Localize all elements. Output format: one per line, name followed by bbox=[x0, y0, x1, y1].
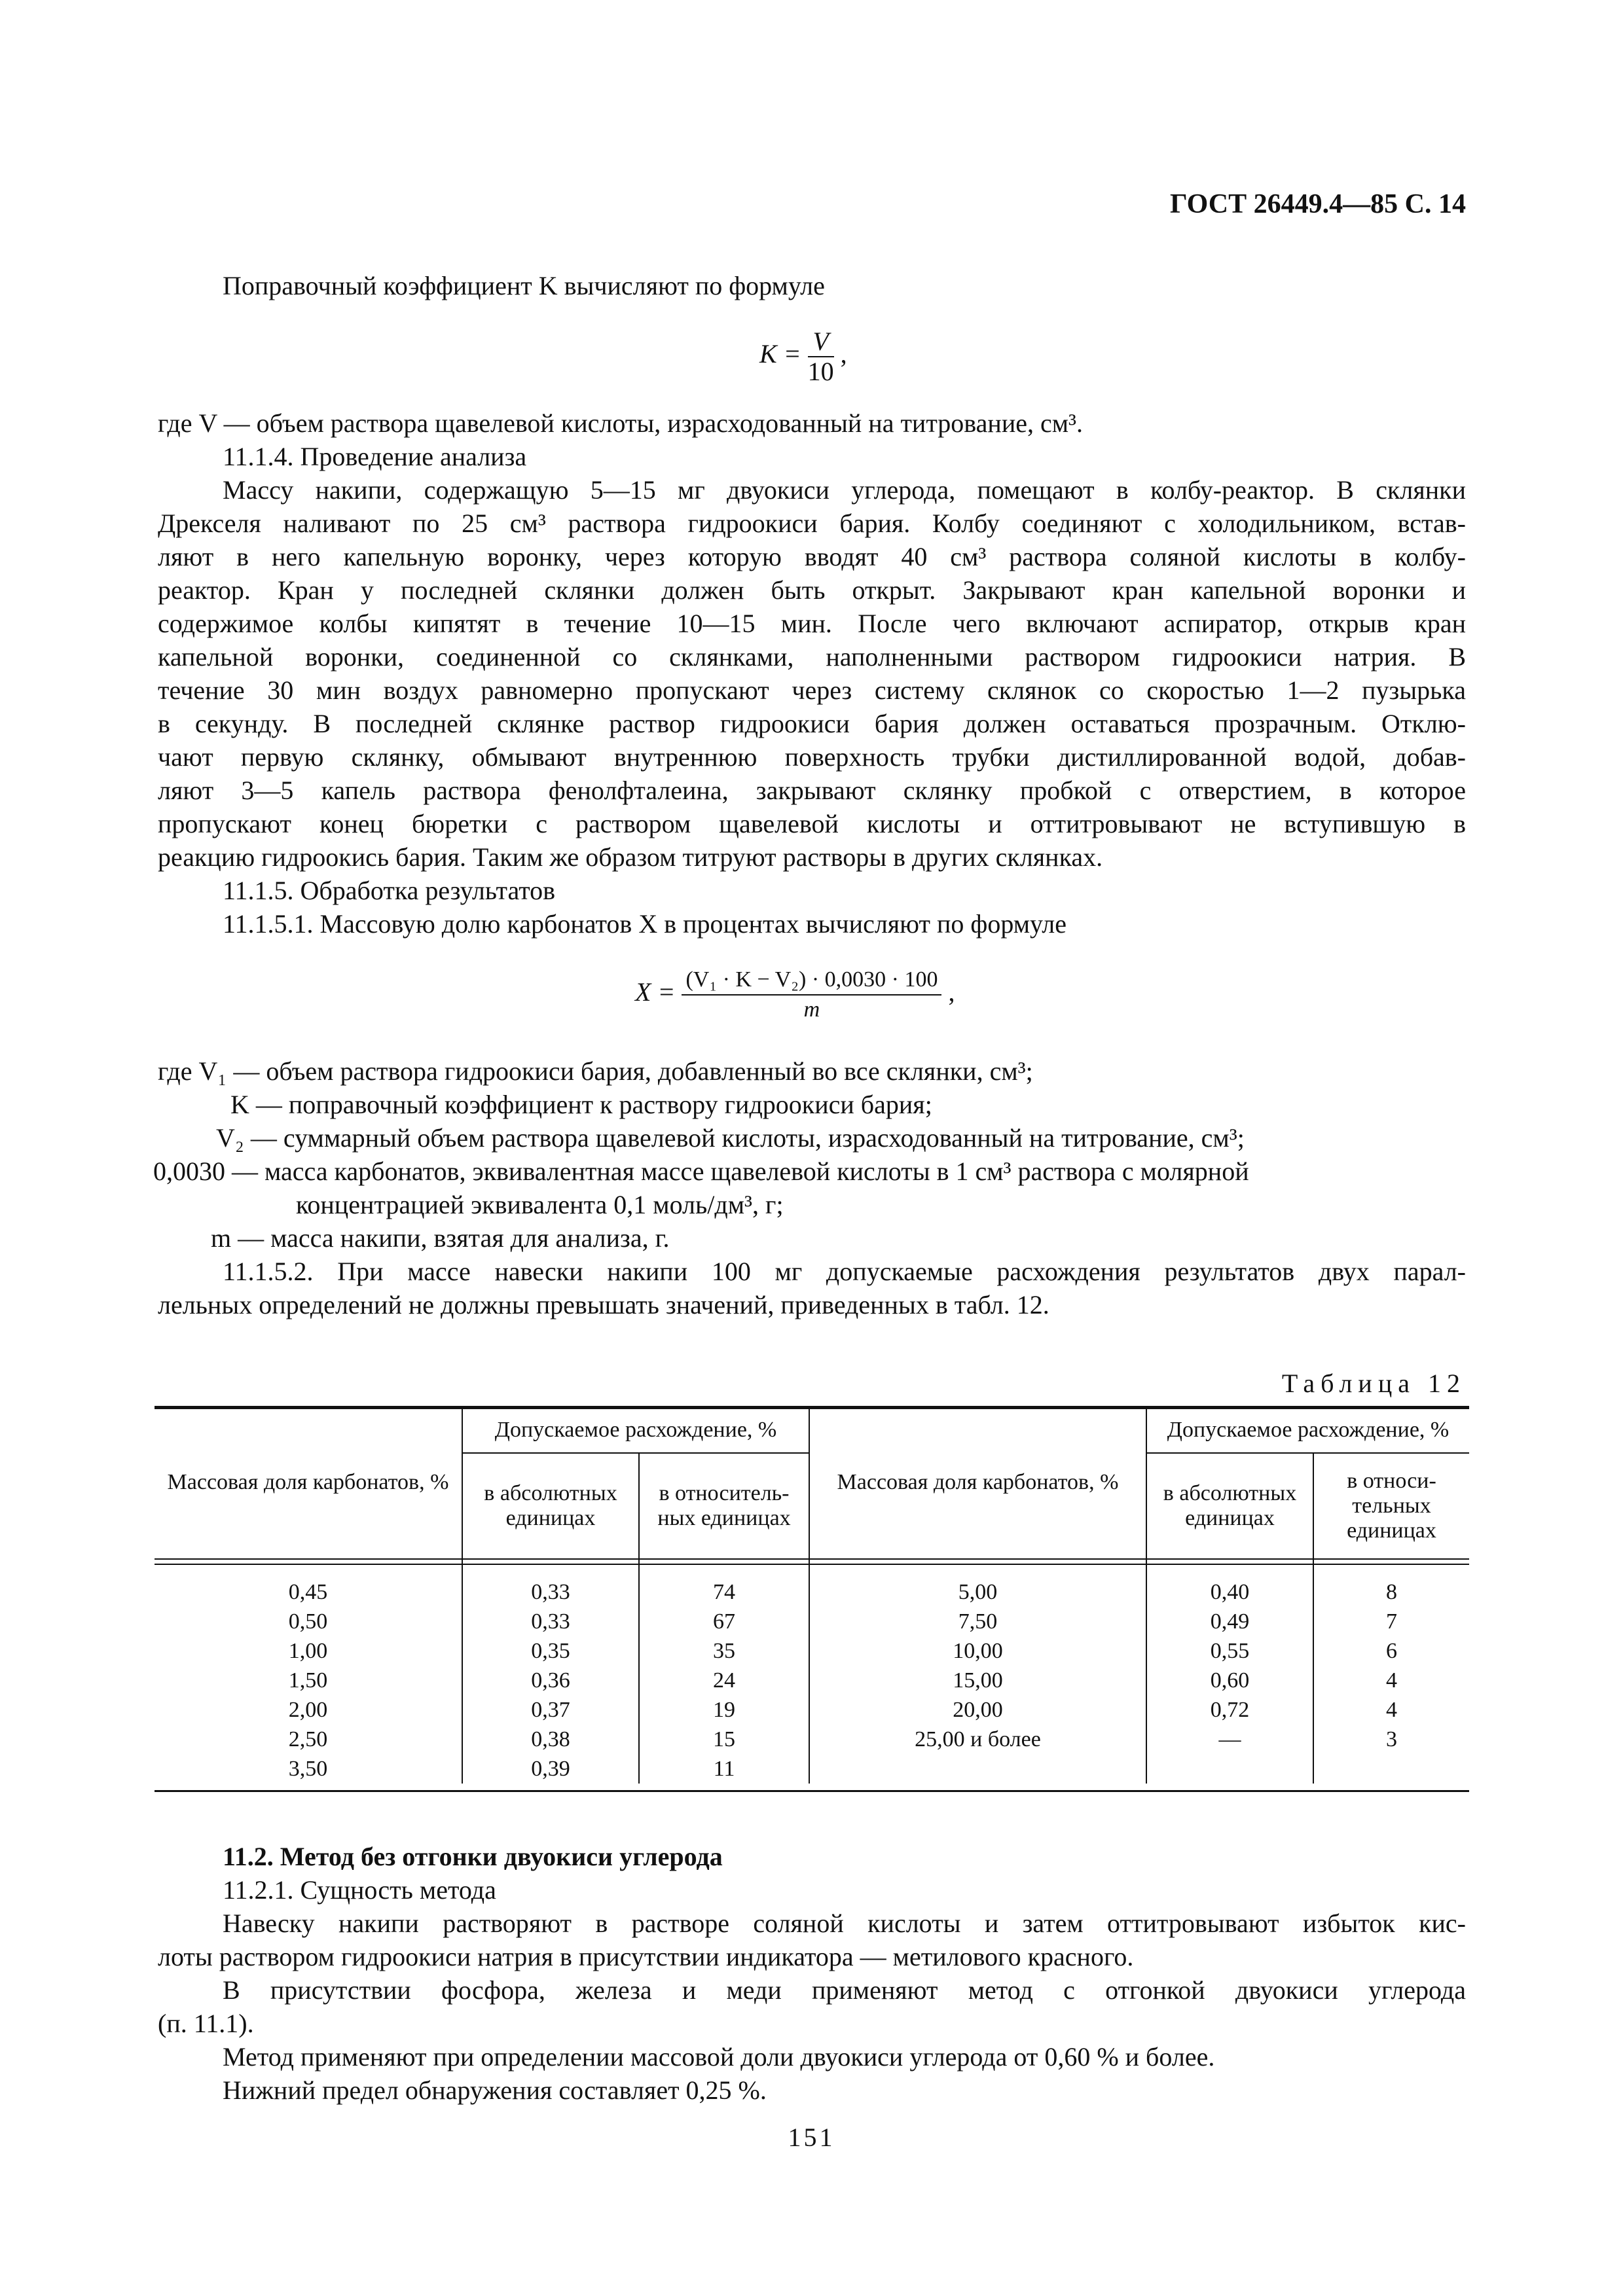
page-header: ГОСТ 26449.4—85 С. 14 bbox=[1169, 189, 1466, 219]
analysis-line: в секунду. В последней склянке раствор гидроокиси бария должен оставаться прозрачным. Отклю- bbox=[158, 709, 1466, 738]
section-11-1-4: 11.1.4. Проведение анализа bbox=[223, 442, 527, 471]
column-header-relative: в относи-тельных единицах bbox=[1347, 1468, 1436, 1543]
where-k: K — поправочный коэффициент к раствору гидроокиси бария; bbox=[230, 1090, 932, 1119]
cell-mass: 1,50 bbox=[155, 1666, 462, 1695]
where-constant: 0,0030 — масса карбонатов, эквивалентная массе щавелевой кислоты в 1 см³ раствора с молярной bbox=[153, 1157, 1249, 1186]
cell-relative: 7 bbox=[1386, 1609, 1397, 1634]
cell-absolute: 0,72 bbox=[1146, 1695, 1313, 1725]
analysis-line: реакцию гидроокись бария. Таким же образом титруют растворы в других склянках. bbox=[158, 842, 1103, 872]
cell-absolute: 0,37 bbox=[462, 1695, 639, 1725]
formula-x bbox=[635, 965, 955, 1024]
spacer-cell bbox=[809, 1558, 1146, 1577]
analysis-line: ляют в него капельную воронку, через которую вводят 40 см³ раствора соляной кислоты в колбу- bbox=[158, 542, 1466, 571]
cell-relative: 6 bbox=[1386, 1639, 1397, 1663]
table-row bbox=[155, 1636, 1469, 1666]
cell-relative: 11 bbox=[639, 1754, 809, 1784]
cell-absolute: 0,40 bbox=[1146, 1577, 1313, 1607]
cell-absolute: 0,36 bbox=[462, 1666, 639, 1695]
cell-absolute: 0,55 bbox=[1146, 1636, 1313, 1666]
cell-absolute: 0,39 bbox=[462, 1754, 639, 1784]
section-11-1-5-2-cont: лельных определений не должны превышать значений, приведенных в табл. 12. bbox=[158, 1290, 1049, 1319]
spacer-cell bbox=[155, 1558, 462, 1577]
formula-k-numerator: V bbox=[808, 327, 834, 357]
cell-relative: 19 bbox=[639, 1695, 809, 1725]
analysis-line: ляют 3—5 капель раствора фенолфталеина, закрывают склянку пробкой с отверстием, в которое bbox=[158, 776, 1466, 805]
cell-mass: 0,50 bbox=[155, 1607, 462, 1636]
formula-k-tail: , bbox=[840, 339, 847, 369]
table-caption: Таблица 12 bbox=[1281, 1369, 1466, 1398]
column-header-mass: Массовая доля карбонатов, % bbox=[809, 1407, 1146, 1558]
analysis-line: реактор. Кран у последней склянки должен быть открыт. Закрывают кран капельной воронки и bbox=[158, 575, 1466, 605]
page-number: 151 bbox=[788, 2123, 835, 2152]
analysis-line: чают первую склянку, обмывают внутреннюю поверхность трубки дистиллированной водой, добав- bbox=[158, 742, 1466, 772]
column-header-relative: в относитель-ных единицах bbox=[639, 1453, 809, 1558]
section-11-2-heading: 11.2. Метод без отгонки двуокиси углерода bbox=[223, 1842, 723, 1871]
table-row bbox=[155, 1725, 1469, 1754]
table-row bbox=[155, 1666, 1469, 1695]
cell-relative: 8 bbox=[1386, 1580, 1397, 1604]
cell-absolute: 0,60 bbox=[1146, 1666, 1313, 1695]
formula-k-denominator: 10 bbox=[807, 357, 834, 386]
analysis-line: Дрекселя наливают по 25 см³ раствора гидроокиси бария. Колбу соединяют с холодильником, встав- bbox=[158, 509, 1466, 538]
cell-mass: 0,45 bbox=[155, 1577, 462, 1607]
table-bottom-rule bbox=[155, 1790, 1469, 1792]
cell-relative: 3 bbox=[1386, 1727, 1397, 1751]
spacer-cell bbox=[462, 1558, 639, 1577]
column-header-absolute: в абсолютных единицах bbox=[462, 1453, 639, 1558]
cell-relative: 15 bbox=[639, 1725, 809, 1754]
column-header-allowed: Допускаемое расхождение, % bbox=[1146, 1407, 1469, 1453]
formula-x-denominator: m bbox=[803, 997, 820, 1022]
essence-line: лоты раствором гидроокиси натрия в присутствии индикатора — метилового красного. bbox=[158, 1942, 1134, 1971]
cell-relative bbox=[1313, 1754, 1469, 1784]
cell-absolute: 0,35 bbox=[462, 1636, 639, 1666]
spacer-cell bbox=[1146, 1558, 1313, 1577]
analysis-line: пропускают конец бюретки с раствором щавелевой кислоты и оттитровывают не вступившую в bbox=[158, 809, 1466, 838]
cell-relative: 35 bbox=[639, 1636, 809, 1666]
analysis-line: Массу накипи, содержащую 5—15 мг двуокиси углерода, помещают в колбу-реактор. В склянки bbox=[223, 475, 1466, 505]
column-header-absolute: в абсолютных единицах bbox=[1146, 1453, 1313, 1558]
spacer-cell bbox=[1313, 1558, 1469, 1577]
section-11-1-5: 11.1.5. Обработка результатов bbox=[223, 876, 556, 905]
cell-relative: 67 bbox=[639, 1607, 809, 1636]
formula-k-fraction bbox=[808, 327, 834, 386]
where-v2: V₂ — суммарный объем раствора щавелевой кислоты, израсходованный на титрование, см³; bbox=[216, 1123, 1245, 1153]
cell-absolute: 0,49 bbox=[1146, 1607, 1313, 1636]
formula-x-fraction bbox=[682, 965, 941, 1024]
analysis-line: капельной воронки, соединенной со склянками, наполненными раствором гидроокиси натрия. В bbox=[158, 642, 1466, 672]
essence-line: В присутствии фосфора, железа и меди применяют метод с отгонкой двуокиси углерода bbox=[223, 1975, 1466, 2005]
cell-relative: 74 bbox=[639, 1577, 809, 1607]
section-11-1-5-2: 11.1.5.2. При массе навески накипи 100 мг допускаемые расхождения результатов двух парал- bbox=[223, 1257, 1466, 1286]
cell-relative: 4 bbox=[1386, 1698, 1397, 1722]
cell-mass: 10,00 bbox=[809, 1636, 1146, 1666]
section-11-2-1: 11.2.1. Сущность метода bbox=[223, 1875, 496, 1905]
formula-x-tail: , bbox=[948, 977, 955, 1007]
essence-line: (п. 11.1). bbox=[158, 2009, 254, 2038]
cell-mass: 1,00 bbox=[155, 1636, 462, 1666]
table-row bbox=[155, 1607, 1469, 1636]
cell-absolute bbox=[1146, 1754, 1313, 1784]
column-header-allowed: Допускаемое расхождение, % bbox=[462, 1407, 809, 1453]
cell-mass: 2,00 bbox=[155, 1695, 462, 1725]
column-header-mass: Массовая доля карбонатов, % bbox=[155, 1407, 462, 1558]
cell-mass bbox=[809, 1754, 1146, 1784]
cell-absolute: — bbox=[1146, 1725, 1313, 1754]
cell-absolute: 0,38 bbox=[462, 1725, 639, 1754]
cell-mass: 7,50 bbox=[809, 1607, 1146, 1636]
data-table bbox=[155, 1407, 1469, 1784]
cell-absolute: 0,33 bbox=[462, 1607, 639, 1636]
cell-relative: 4 bbox=[1386, 1668, 1397, 1693]
formula-k bbox=[759, 327, 847, 386]
where-constant-cont: концентрацией эквивалента 0,1 моль/дм³, г; bbox=[296, 1190, 784, 1219]
essence-line: Метод применяют при определении массовой доли двуокиси углерода от 0,60 % и более. bbox=[223, 2042, 1215, 2072]
table-row bbox=[155, 1577, 1469, 1607]
cell-mass: 25,00 и более bbox=[809, 1725, 1146, 1754]
analysis-line: содержимое колбы кипятят в течение 10—15 мин. После чего включают аспиратор, открыв кран bbox=[158, 609, 1466, 638]
cell-mass: 5,00 bbox=[809, 1577, 1146, 1607]
formula-x-numerator: (V₁ · K − V₂) · 0,0030 · 100 bbox=[682, 965, 941, 996]
analysis-line: течение 30 мин воздух равномерно пропускают через систему склянок со скоростью 1—2 пузырька bbox=[158, 675, 1466, 705]
where-v: где V — объем раствора щавелевой кислоты, израсходованный на титрование, см³. bbox=[158, 408, 1084, 438]
table-row bbox=[155, 1695, 1469, 1725]
formula-x-lhs: X = bbox=[635, 977, 676, 1007]
essence-line: Навеску накипи растворяют в растворе соляной кислоты и затем оттитровывают избыток кис- bbox=[223, 1909, 1466, 1938]
spacer-cell bbox=[639, 1558, 809, 1577]
cell-relative: 24 bbox=[639, 1666, 809, 1695]
table-body bbox=[155, 1558, 1469, 1784]
where-m: m — масса накипи, взятая для анализа, г. bbox=[211, 1223, 670, 1253]
where-v1: где V₁ — объем раствора гидроокиси бария, добавленный во все склянки, см³; bbox=[158, 1056, 1033, 1086]
formula-k-lhs: K = bbox=[759, 339, 801, 369]
cell-absolute: 0,33 bbox=[462, 1577, 639, 1607]
table-row bbox=[155, 1754, 1469, 1784]
cell-mass: 20,00 bbox=[809, 1695, 1146, 1725]
cell-mass: 15,00 bbox=[809, 1666, 1146, 1695]
cell-mass: 2,50 bbox=[155, 1725, 462, 1754]
essence-line: Нижний предел обнаружения составляет 0,25 %. bbox=[223, 2075, 767, 2105]
cell-mass: 3,50 bbox=[155, 1754, 462, 1784]
coefficient-intro: Поправочный коэффициент K вычисляют по формуле bbox=[223, 271, 825, 300]
section-11-1-5-1: 11.1.5.1. Массовую долю карбонатов X в процентах вычисляют по формуле bbox=[223, 909, 1067, 939]
